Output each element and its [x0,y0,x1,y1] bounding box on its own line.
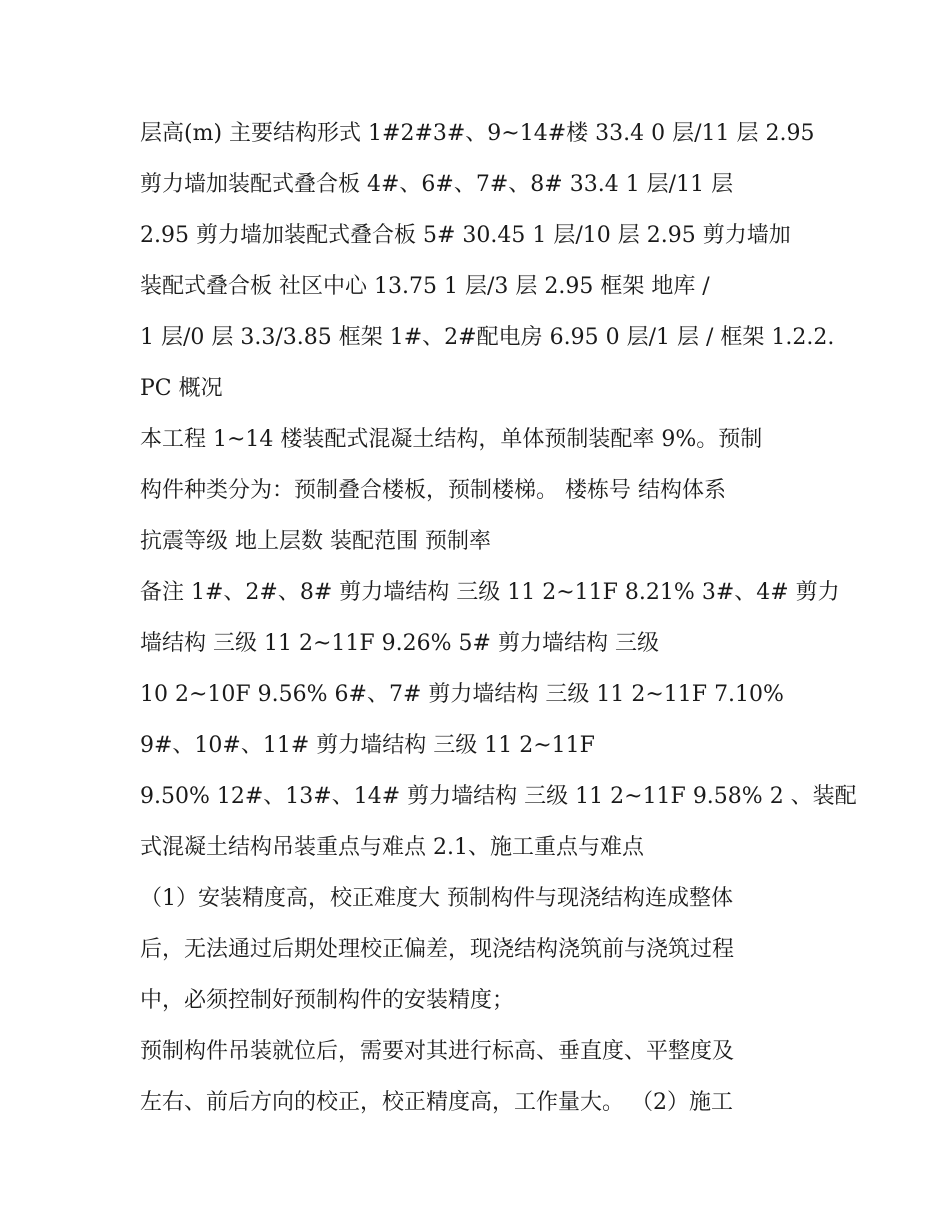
text-line: 后，无法通过后期处理校正偏差，现浇结构浇筑前与浇筑过程 [140,937,735,962]
text-line: 装配式叠合板 社区中心 13.75 1 层/3 层 2.95 框架 地库 / [140,274,710,299]
text-line: 墙结构 三级 11 2~11F 9.26% 5# 剪力墙结构 三级 [140,631,659,656]
text-line: 本工程 1~14 楼装配式混凝土结构，单体预制装配率 9%。预制 [140,427,763,452]
text-line: （1）安装精度高，校正难度大 预制构件与现浇结构连成整体 [140,886,733,911]
text-line: 预制构件吊装就位后，需要对其进行标高、垂直度、平整度及 [140,1039,735,1064]
text-line: 9.50% 12#、13#、14# 剪力墙结构 三级 11 2~11F 9.58% 2 、装配 [140,784,857,809]
document-body [140,108,857,1128]
text-line: 左右、前后方向的校正，校正精度高，工作量大。 （2）施工 [140,1090,733,1115]
text-line: 抗震等级 地上层数 装配范围 预制率 [140,529,491,554]
text-line: PC 概况 [140,376,223,401]
text-line: 剪力墙加装配式叠合板 4#、6#、7#、8# 33.4 1 层/11 层 [140,172,734,197]
text-line: 9#、10#、11# 剪力墙结构 三级 11 2~11F [140,733,595,758]
text-line: 备注 1#、2#、8# 剪力墙结构 三级 11 2~11F 8.21% 3#、4# 剪力 [140,580,840,605]
text-line: 构件种类分为：预制叠合楼板，预制楼梯。 楼栋号 结构体系 [140,478,726,503]
text-line: 1 层/0 层 3.3/3.85 框架 1#、2#配电房 6.95 0 层/1 层 / 框架 1.2.2. [140,325,835,350]
text-line: 10 2~10F 9.56% 6#、7# 剪力墙结构 三级 11 2~11F 7.10% [140,682,784,707]
text-line: 中，必须控制好预制构件的安装精度； [140,988,515,1013]
text-line: 2.95 剪力墙加装配式叠合板 5# 30.45 1 层/10 层 2.95 剪力墙加 [140,223,791,248]
text-line: 层高(m) 主要结构形式 1#2#3#、9~14#楼 33.4 0 层/11 层 2.95 [140,121,815,146]
text-line: 式混凝土结构吊装重点与难点 2.1、施工重点与难点 [140,835,644,860]
